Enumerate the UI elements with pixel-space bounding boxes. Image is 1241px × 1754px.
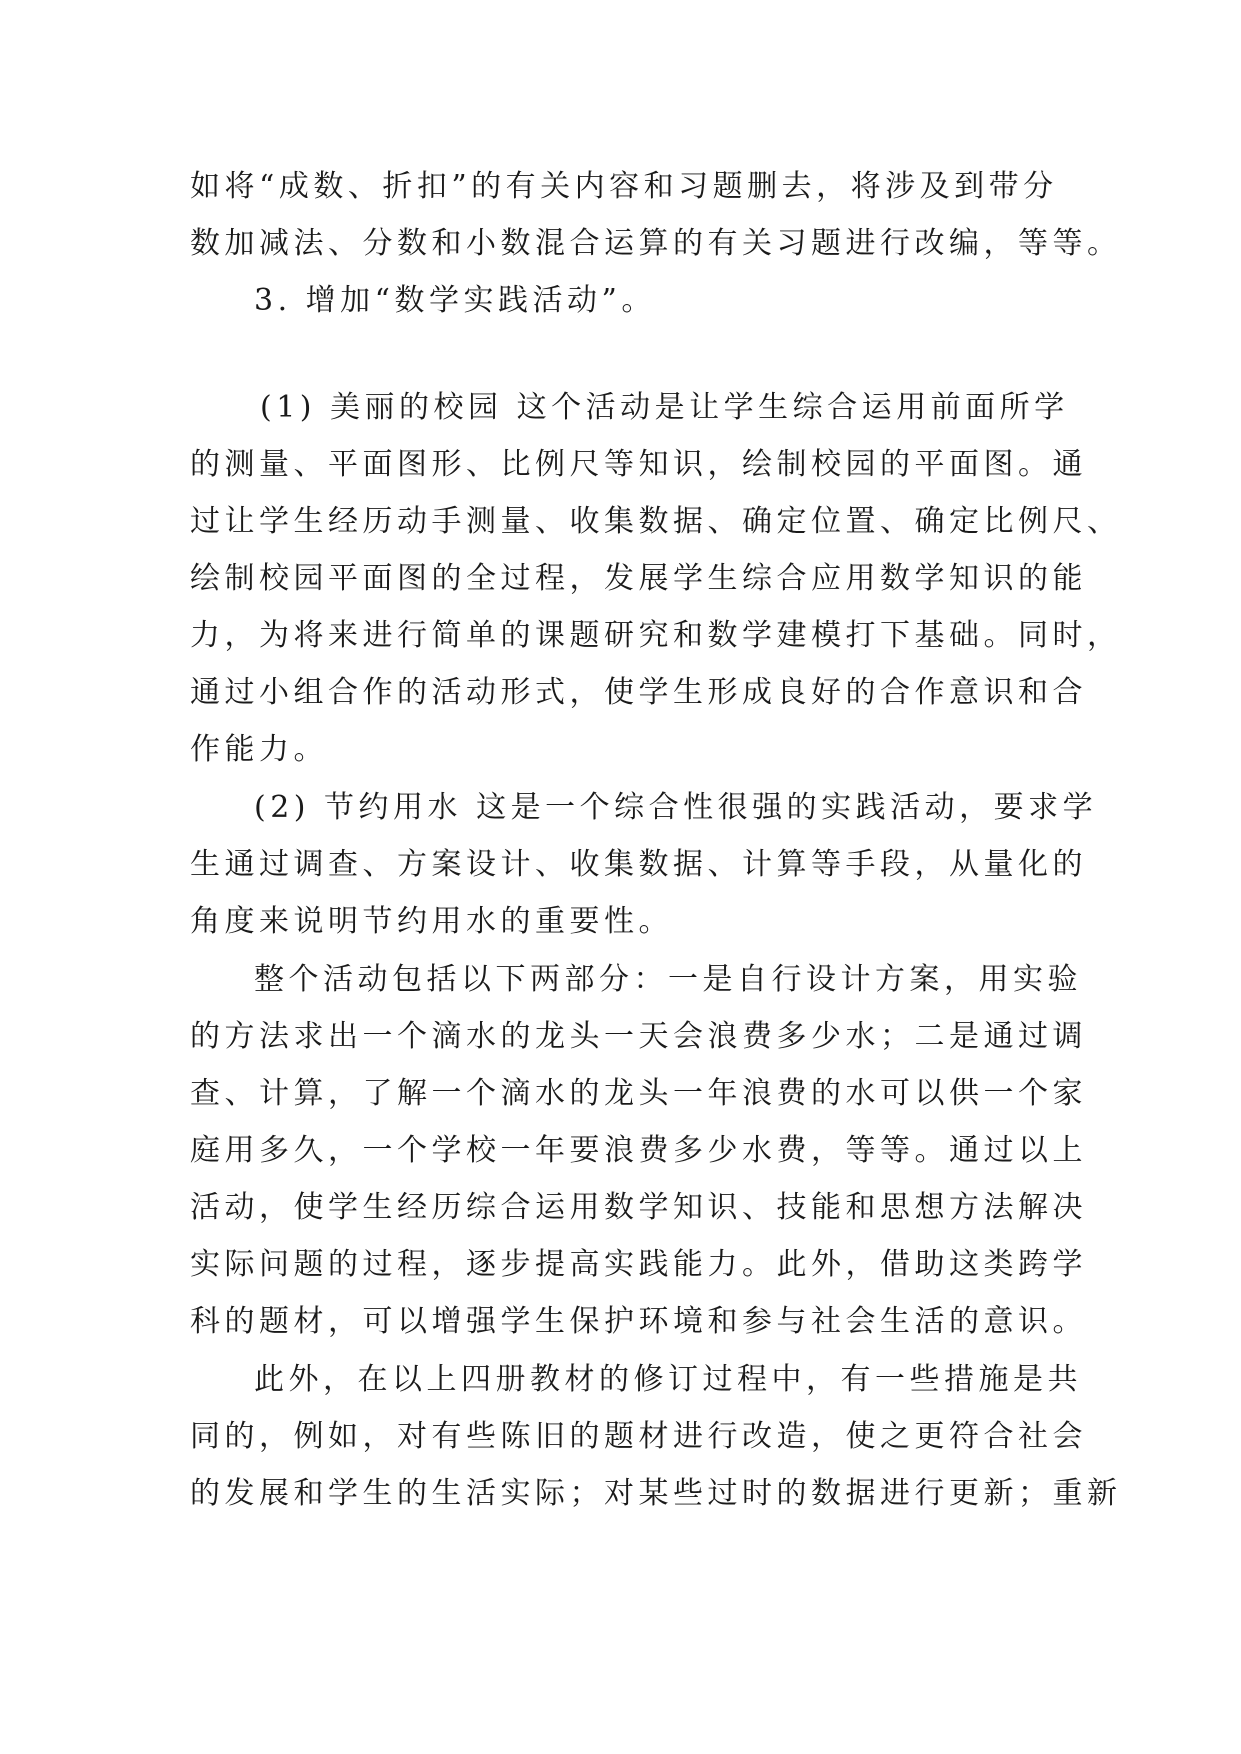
text-line: 绘制校园平面图的全过程，发展学生综合应用数学知识的能 [190,561,1087,596]
text-line: 数加减法、分数和小数混合运算的有关习题进行改编，等等。 [190,226,1122,261]
text-line: 活动，使学生经历综合运用数学知识、技能和思想方法解决 [190,1190,1087,1225]
text-line: 的测量、平面图形、比例尺等知识，绘制校园的平面图。通 [190,447,1087,482]
text-line: 力，为将来进行简单的课题研究和数学建模打下基础。同时， [190,618,1122,653]
text-line: 的发展和学生的生活实际；对某些过时的数据进行更新；重新 [190,1476,1122,1511]
text-line: 的方法求出一个滴水的龙头一天会浪费多少水；二是通过调 [190,1019,1087,1054]
text-line: 实际问题的过程，逐步提高实践能力。此外，借助这类跨学 [190,1247,1087,1282]
text-line: 同的，例如，对有些陈旧的题材进行改造，使之更符合社会 [190,1419,1087,1454]
text-line: (1) 美丽的校园 这个活动是让学生综合运用前面所学 [260,390,1069,425]
text-line: 科的题材，可以增强学生保护环境和参与社会生活的意识。 [190,1304,1087,1339]
text-line: 角度来说明节约用水的重要性。 [190,904,673,939]
section-heading: 3. 增加“数学实践活动”。 [254,283,656,318]
text-line: 查、计算，了解一个滴水的龙头一年浪费的水可以供一个家 [190,1076,1087,1111]
text-line: 此外，在以上四册教材的修订过程中，有一些措施是共 [254,1362,1082,1397]
text-line: 生通过调查、方案设计、收集数据、计算等手段，从量化的 [190,847,1087,882]
text-line: 整个活动包括以下两部分：一是自行设计方案，用实验 [254,962,1082,997]
text-line: 如将“成数、折扣”的有关内容和习题删去，将涉及到带分 [190,169,1058,204]
text-line: 庭用多久，一个学校一年要浪费多少水费，等等。通过以上 [190,1133,1087,1168]
text-line: 作能力。 [190,732,328,767]
text-line: 过让学生经历动手测量、收集数据、确定位置、确定比例尺、 [190,504,1122,539]
text-line: 通过小组合作的活动形式，使学生形成良好的合作意识和合 [190,675,1087,710]
text-line: (2) 节约用水 这是一个综合性很强的实践活动，要求学 [254,790,1098,825]
